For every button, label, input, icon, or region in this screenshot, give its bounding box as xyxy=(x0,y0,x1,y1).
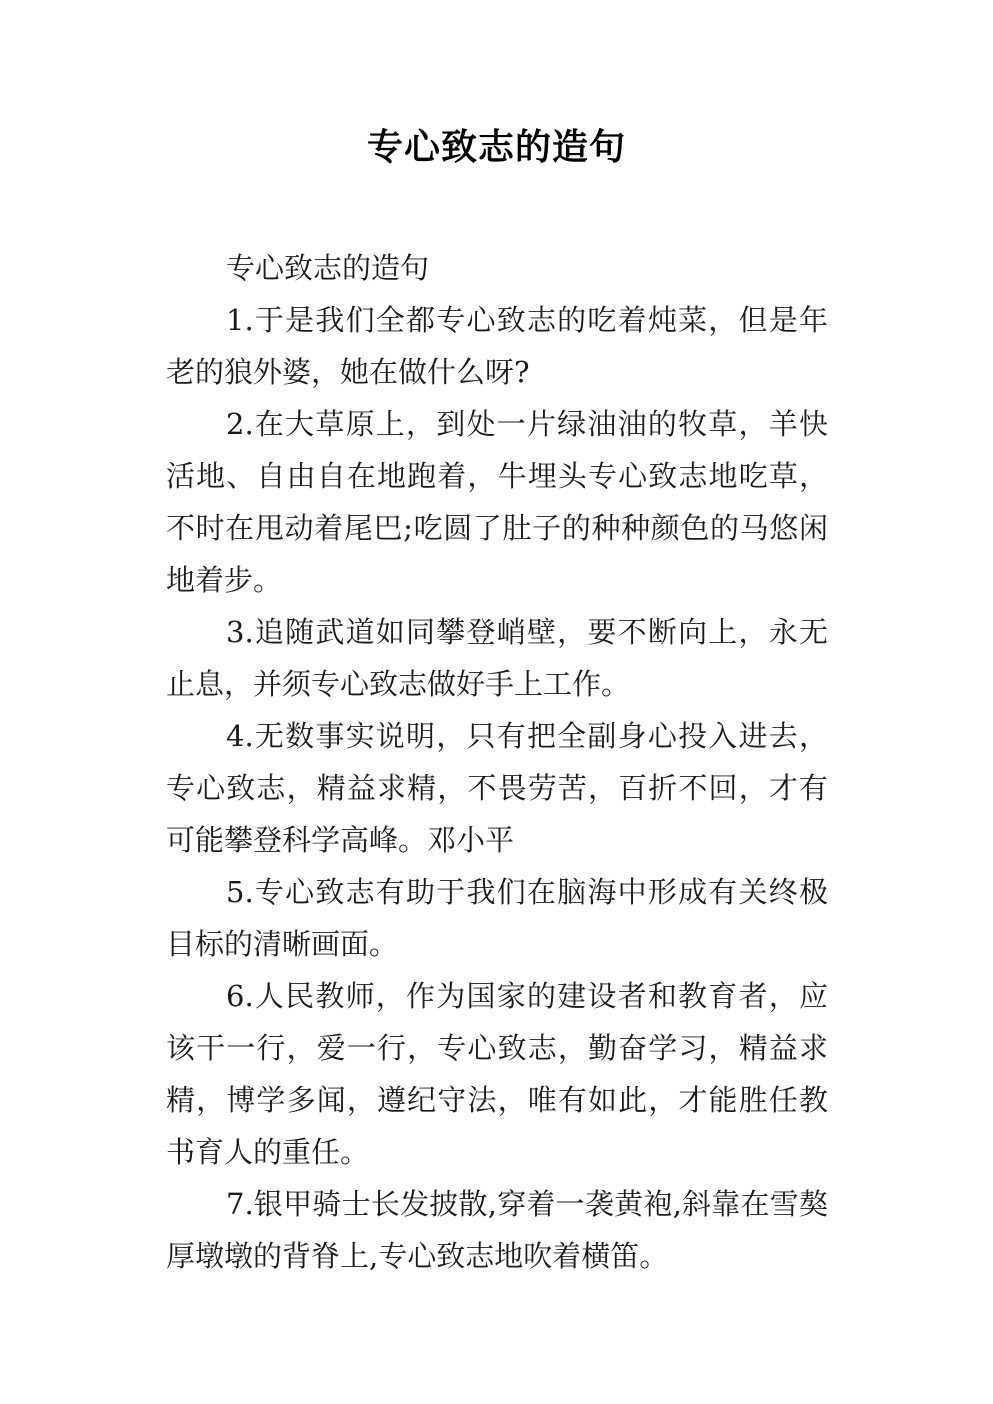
sentence-paragraph-1 xyxy=(166,294,828,398)
sentence-text: 银甲骑士长发披散,穿着一袭黄袍,斜靠在雪獒厚墩墩的背脊上,专心致志地吹着横笛。 xyxy=(166,1187,828,1273)
sentence-text: 人民教师，作为国家的建设者和教育者，应该干一行，爱一行，专心致志，勤奋学习，精益求精，博学多闻，遵纪守法，唯有如此，才能胜任教书育人的重任。 xyxy=(166,979,828,1169)
sentence-paragraph-6 xyxy=(166,970,828,1178)
subtitle-paragraph: 专心致志的造句 xyxy=(226,251,430,285)
sentence-number: 2. xyxy=(226,407,254,441)
sentence-text: 专心致志有助于我们在脑海中形成有关终极目标的清晰画面。 xyxy=(166,875,828,961)
sentence-paragraph-3 xyxy=(166,606,828,710)
sentence-text: 在大草原上，到处一片绿油油的牧草，羊快活地、自由自在地跑着，牛埋头专心致志地吃草，不时在甩动着尾巴;吃圆了肚子的种种颜色的马悠闲地着步。 xyxy=(166,407,828,597)
sentence-number: 3. xyxy=(226,615,254,649)
document-title: 专心致志的造句 xyxy=(366,127,626,168)
sentence-number: 5. xyxy=(226,875,254,909)
sentence-number: 4. xyxy=(226,719,254,753)
sentence-text: 追随武道如同攀登峭壁，要不断向上，永无止息，并须专心致志做好手上工作。 xyxy=(166,615,828,701)
sentence-paragraph-2 xyxy=(166,398,828,606)
sentence-number: 1. xyxy=(226,303,254,337)
sentence-number: 6. xyxy=(226,979,254,1013)
sentence-paragraph-5 xyxy=(166,866,828,970)
sentence-paragraph-4 xyxy=(166,710,828,866)
document-body xyxy=(166,242,828,1282)
sentence-number: 7. xyxy=(226,1187,254,1221)
sentence-text: 于是我们全都专心致志的吃着炖菜，但是年老的狼外婆，她在做什么呀? xyxy=(166,303,828,389)
sentence-text: 无数事实说明，只有把全副身心投入进去，专心致志，精益求精，不畏劳苦，百折不回，才有可能攀登科学高峰。邓小平 xyxy=(166,719,828,857)
sentence-paragraph-7 xyxy=(166,1178,828,1282)
